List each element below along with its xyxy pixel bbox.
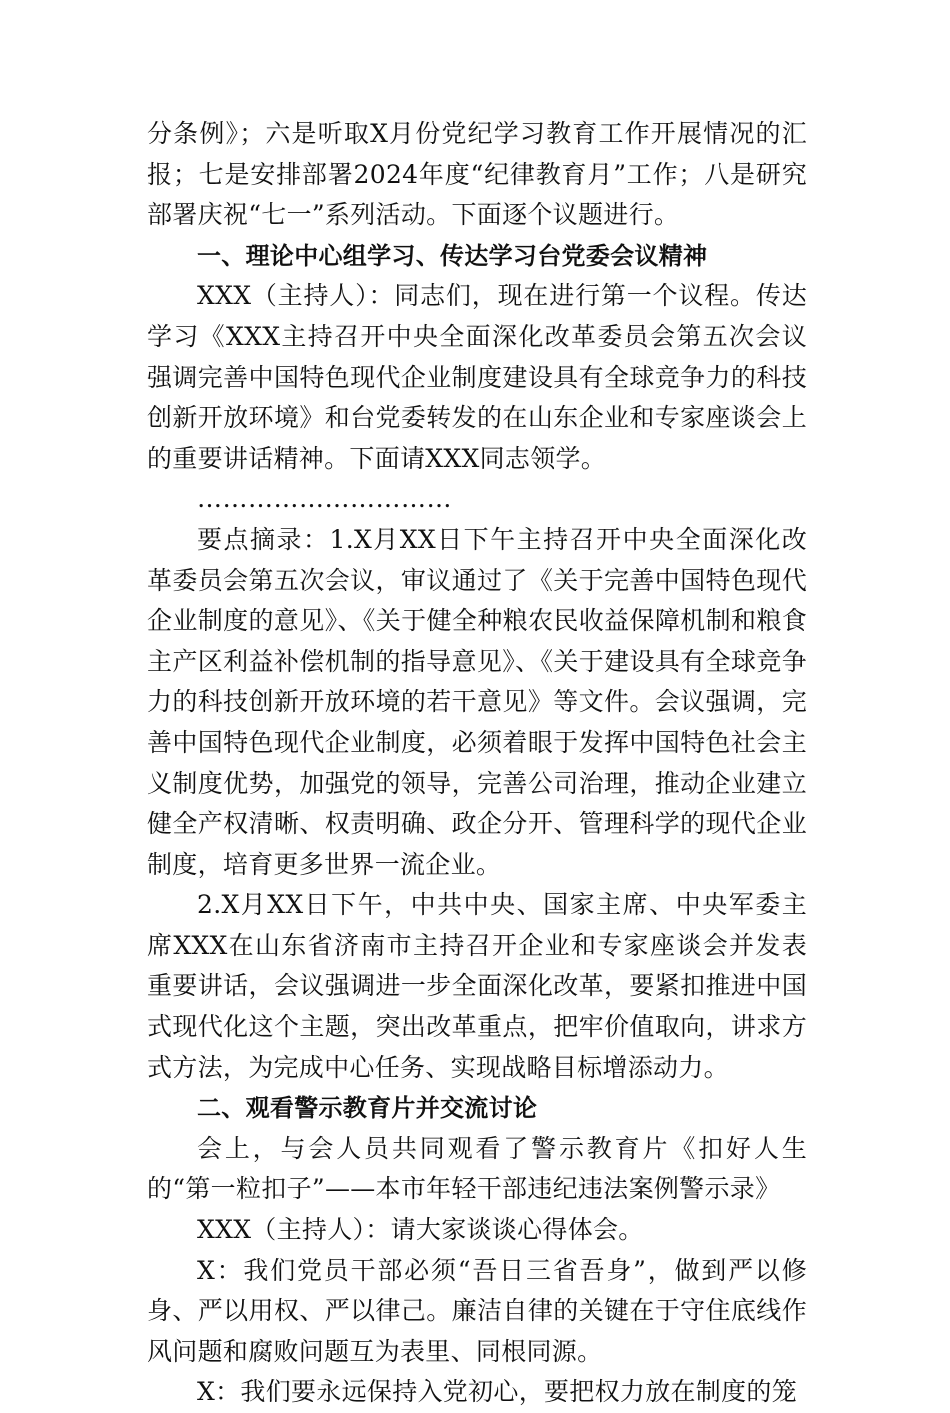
section-heading-1: 一、理论中心组学习、传达学习台党委会议精神	[197, 241, 708, 270]
paragraph-speaker-1: X：我们党员干部必须“吾日三省吾身”，做到严以修身、严以用权、严以律己。廉洁自律的关键在于守住底线作风问题和腐败问题互为表里、同根同源。	[147, 1255, 807, 1366]
ellipsis-line: …………………………	[197, 484, 452, 514]
paragraph-key-points-1: 要点摘录：1.X月XX日下午主持召开中央全面深化改革委员会第五次会议，审议通过了《关于完善中国特色现代企业制度的意见》、《关于健全种粮农民收益保障机制和粮食主产区利益补偿机制的指导意见》、《关于建设具有全球竞争力的科技创新开放环境的若干意见》等文件。会议强调，完善中国特色现代企业制度，必须着眼于发挥中国特色社会主义制度优势，加强党的领导，完善公司治理，推动企业建立健全产权清晰、权责明确、政企分开、管理科学的现代企业制度，培育更多世界一流企业。	[147, 524, 807, 879]
section-heading-2: 二、观看警示教育片并交流讨论	[197, 1094, 538, 1123]
paragraph-film: 会上，与会人员共同观看了警示教育片《扣好人生的“第一粒扣子”——本市年轻干部违纪违法案例警示录》	[147, 1133, 807, 1204]
paragraph-host-opening: XXX（主持人）：同志们，现在进行第一个议程。传达学习《XXX主持召开中央全面深化改革委员会第五次会议强调完善中国特色现代企业制度建设具有全球竞争力的科技创新开放环境》和台党委转发的在山东企业和专家座谈会上的重要讲话精神。下面请XXX同志领学。	[147, 281, 807, 473]
paragraph-speaker-2: X：我们要永远保持入党初心，要把权力放在制度的笼	[197, 1377, 797, 1407]
document-body	[147, 114, 807, 1413]
paragraph-key-points-2: 2.X月XX日下午，中共中央、国家主席、中央军委主席XXX在山东省济南市主持召开企业和专家座谈会并发表重要讲话，会议强调进一步全面深化改革，要紧扣推进中国式现代化这个主题，突出改革重点，把牢价值取向，讲求方式方法，为完成中心任务、实现战略目标增添动力。	[147, 890, 807, 1082]
paragraph-host-discussion: XXX（主持人）：请大家谈谈心得体会。	[197, 1215, 644, 1245]
paragraph-intro: 分条例》；六是听取X月份党纪学习教育工作开展情况的汇报；七是安排部署2024年度“纪律教育月”工作；八是研究部署庆祝“七一”系列活动。下面逐个议题进行。	[147, 119, 807, 230]
